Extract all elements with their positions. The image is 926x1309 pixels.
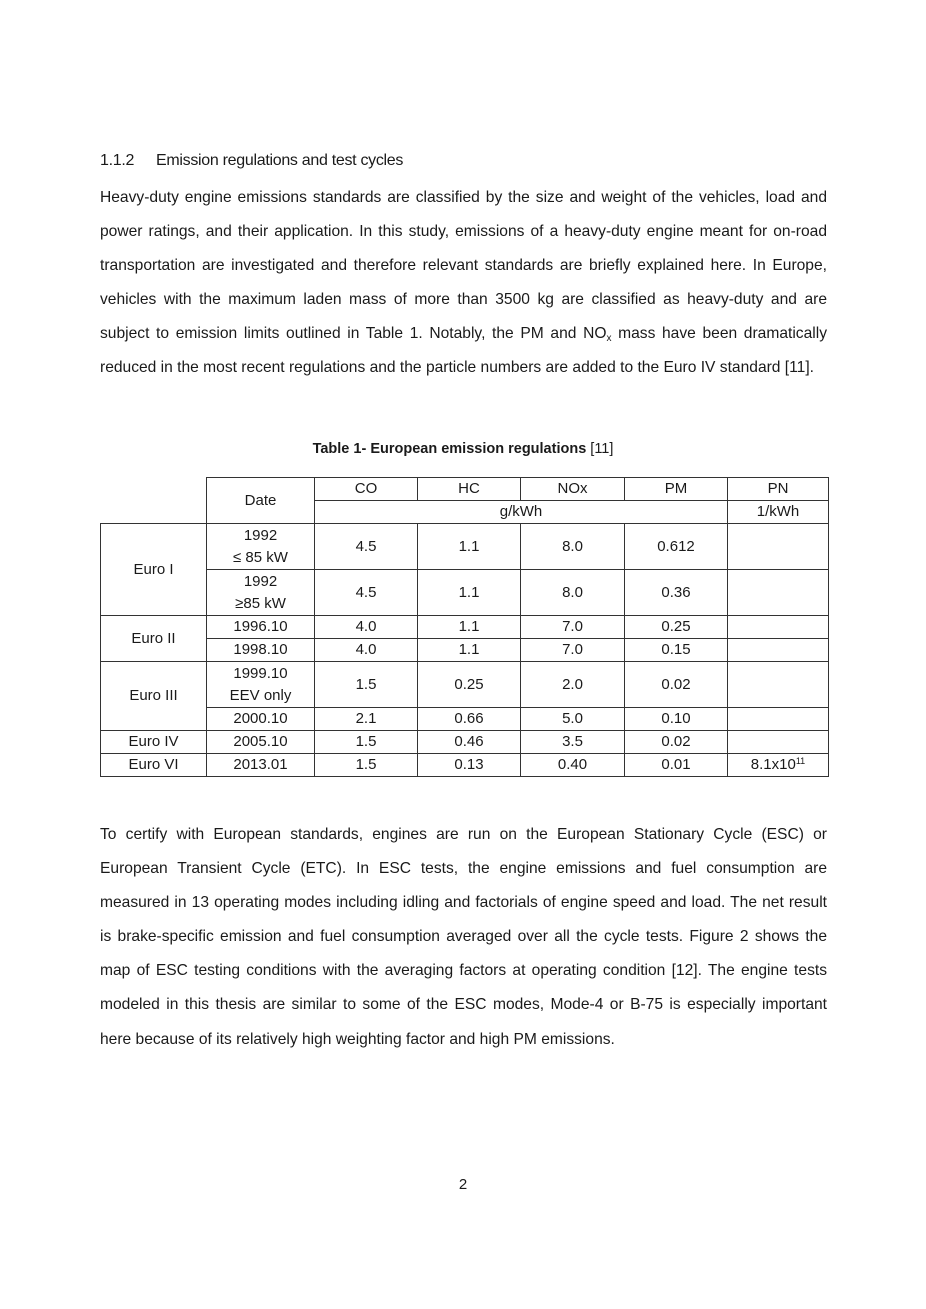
group-euro-6: Euro VI bbox=[101, 754, 207, 777]
header-pm: PM bbox=[625, 478, 728, 501]
co-cell: 4.5 bbox=[315, 570, 418, 616]
paragraph-1 bbox=[100, 181, 827, 386]
paragraph-2: To certify with European standards, engines are run on the European Stationary Cycle (ESC) or European Transient Cycle (ETC). In ESC tests, the engine emissions and fuel consumption are measured in 13 operating modes including idling and factorials of engine speed and load. The net result is brake-specific emission and fuel consumption averaged over all the cycle tests. Figure 2 shows the map of ESC testing conditions with the averaging factors at operating condition [12]. The engine tests modeled in this thesis are similar to some of the ESC modes, Mode-4 or B-75 is especially important here because of its relatively high weighting factor and high PM emissions. bbox=[100, 826, 827, 1048]
hc-cell: 1.1 bbox=[418, 616, 521, 639]
nox-cell: 7.0 bbox=[521, 616, 625, 639]
pn-cell bbox=[728, 754, 829, 777]
header-blank-cell bbox=[101, 478, 207, 524]
emission-regulations-table bbox=[100, 477, 829, 777]
nox-cell: 7.0 bbox=[521, 639, 625, 662]
date-line: 1999.10 bbox=[233, 664, 288, 682]
co-cell: 1.5 bbox=[315, 754, 418, 777]
co-cell: 1.5 bbox=[315, 662, 418, 708]
group-euro-2: Euro II bbox=[101, 616, 207, 662]
date-line: 1992 bbox=[243, 572, 278, 590]
table-caption bbox=[0, 441, 926, 457]
table-row bbox=[101, 639, 829, 662]
table-row bbox=[101, 524, 829, 570]
pn-cell bbox=[728, 570, 829, 616]
hc-cell: 0.13 bbox=[418, 754, 521, 777]
nox-cell: 0.40 bbox=[521, 754, 625, 777]
co-cell: 4.0 bbox=[315, 616, 418, 639]
pm-cell: 0.15 bbox=[625, 639, 728, 662]
pm-cell: 0.02 bbox=[625, 662, 728, 708]
co-cell: 2.1 bbox=[315, 708, 418, 731]
pm-cell: 0.612 bbox=[625, 524, 728, 570]
pn-exponent: 11 bbox=[795, 756, 806, 766]
table-row bbox=[101, 662, 829, 708]
nox-cell: 2.0 bbox=[521, 662, 625, 708]
table-caption-title: Table 1- European emission regulations bbox=[312, 441, 587, 457]
pn-cell bbox=[728, 662, 829, 708]
nox-cell: 5.0 bbox=[521, 708, 625, 731]
page-number: 2 bbox=[458, 1176, 468, 1193]
co-cell: 1.5 bbox=[315, 731, 418, 754]
header-nox: NOx bbox=[521, 478, 625, 501]
date-cell: 2005.10 bbox=[207, 731, 315, 754]
pm-cell: 0.02 bbox=[625, 731, 728, 754]
date-line: EEV only bbox=[229, 686, 292, 704]
group-euro-3: Euro III bbox=[101, 662, 207, 731]
date-cell bbox=[207, 524, 315, 570]
table-row bbox=[101, 731, 829, 754]
pn-cell bbox=[728, 616, 829, 639]
pn-cell bbox=[728, 731, 829, 754]
section-number: 1.1.2 bbox=[100, 152, 135, 169]
table-header-row bbox=[101, 478, 829, 501]
date-cell: 1996.10 bbox=[207, 616, 315, 639]
unit-number: 1/kWh bbox=[728, 501, 829, 524]
header-pn: PN bbox=[728, 478, 829, 501]
pn-cell bbox=[728, 708, 829, 731]
pn-cell bbox=[728, 524, 829, 570]
table-row bbox=[101, 570, 829, 616]
date-line: 1992 bbox=[243, 526, 278, 544]
date-cell bbox=[207, 662, 315, 708]
date-cell: 1998.10 bbox=[207, 639, 315, 662]
table-caption-ref: [11] bbox=[586, 441, 614, 457]
nox-cell: 8.0 bbox=[521, 570, 625, 616]
hc-cell: 1.1 bbox=[418, 639, 521, 662]
nox-subscript: x bbox=[606, 333, 612, 345]
hc-cell: 0.46 bbox=[418, 731, 521, 754]
pn-cell bbox=[728, 639, 829, 662]
table-row bbox=[101, 708, 829, 731]
pm-cell: 0.10 bbox=[625, 708, 728, 731]
date-cell bbox=[207, 570, 315, 616]
hc-cell: 0.25 bbox=[418, 662, 521, 708]
date-line: ≤ 85 kW bbox=[233, 548, 288, 566]
unit-mass: g/kWh bbox=[315, 501, 728, 524]
pm-cell: 0.01 bbox=[625, 754, 728, 777]
section-heading bbox=[100, 152, 403, 170]
co-cell: 4.0 bbox=[315, 639, 418, 662]
table-row bbox=[101, 754, 829, 777]
header-hc: HC bbox=[418, 478, 521, 501]
paragraph-1-text-b: mass have been dramatically reduced in the most recent regulations and the particle numbers are added to the Euro IV standard [11]. bbox=[100, 325, 827, 377]
hc-cell: 1.1 bbox=[418, 570, 521, 616]
table-row bbox=[101, 616, 829, 639]
date-cell: 2000.10 bbox=[207, 708, 315, 731]
nox-cell: 3.5 bbox=[521, 731, 625, 754]
group-euro-1: Euro I bbox=[101, 524, 207, 616]
nox-cell: 8.0 bbox=[521, 524, 625, 570]
date-line: ≥85 kW bbox=[235, 594, 286, 612]
co-cell: 4.5 bbox=[315, 524, 418, 570]
header-co: CO bbox=[315, 478, 418, 501]
hc-cell: 0.66 bbox=[418, 708, 521, 731]
pm-cell: 0.25 bbox=[625, 616, 728, 639]
group-euro-4: Euro IV bbox=[101, 731, 207, 754]
header-date: Date bbox=[207, 478, 315, 524]
date-cell: 2013.01 bbox=[207, 754, 315, 777]
hc-cell: 1.1 bbox=[418, 524, 521, 570]
section-title: Emission regulations and test cycles bbox=[156, 152, 404, 169]
pm-cell: 0.36 bbox=[625, 570, 728, 616]
paragraph-1-text-a: Heavy-duty engine emissions standards are classified by the size and weight of the vehicles, load and power ratings, and their application. In this study, emissions of a heavy-duty engine meant for on-road transportation are investigated and therefore relevant standards are briefly explained here. In Europe, vehicles with the maximum laden mass of more than 3500 kg are classified as heavy-duty and are subject to emission limits outlined in Table 1. Notably, the PM and NO bbox=[100, 189, 827, 343]
pn-base: 8.1x10 bbox=[750, 756, 796, 773]
